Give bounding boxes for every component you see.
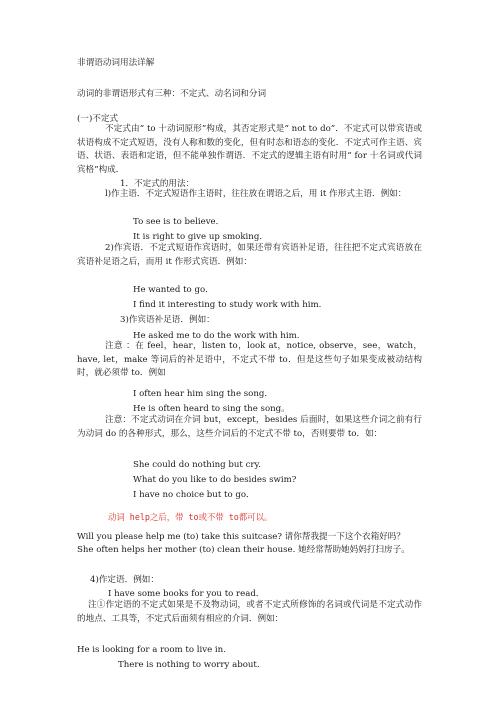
help-example: Will you please help me (to) take this suitcase? 请你帮我提一下这个衣箱好吗？ [77, 532, 405, 542]
attribute-heading: 4)作定语．例如： [90, 575, 159, 585]
section-heading: (一)不定式 [77, 114, 119, 124]
example-line: I often hear him sing the song． [133, 389, 273, 399]
doc-title: 非谓语动词用法详解 [77, 58, 155, 68]
example-line: I find it interesting to study work with him. [133, 300, 322, 310]
example-line: I have no choice but to go． [133, 490, 255, 500]
example-line: I have some books for you to read． [108, 589, 265, 599]
example-line: He wanted to go． [133, 285, 214, 295]
note2-paragraph: 注意：不定式动词在介词 but，except，besides 后面时，如果这些介词之前有行为动词 do 的各种形式，那么，这些介词后的不定式不带 to，否则要带 to．如： [77, 415, 422, 439]
definition-paragraph: 不定式由“ to 十动词原形”构成，其否定形式是“ not to do”．不定式可以带宾语或状语构成不定式短语，没有人称和数的变化，但有时态和语态的变化．不定式可作主语、宾语、状语、表语和定语，但不能单独作谓语．不定式的逻辑主语有时用“ for 十名词或代词宾格”构成． [77, 124, 422, 175]
example-line: She could do nothing but cry. [133, 460, 261, 470]
subject-paragraph: l)作主语．不定式短语作主语时，往往放在谓语之后，用 it 作形式主语．例如： [105, 189, 407, 199]
example-line: It is right to give up smoking． [133, 232, 268, 242]
example-line: He is looking for a room to live in. [77, 645, 226, 655]
example-line: He is often heard to sing the song。 [133, 404, 290, 414]
complement-heading: 3)作宾语补足语．例如： [120, 315, 215, 325]
example-line: There is nothing to worry about. [118, 660, 260, 670]
object-paragraph: 2)作宾语．不定式短语作宾语时，如果还带有宾语补足语，往往把不定式宾语放在宾语补足语之后，而用 it 作形式宾语．例如： [77, 243, 422, 267]
help-note: 动词 help之后，带 to或不带 to都可以。 [108, 512, 273, 522]
intro-line: 动词的非谓语形式有三种：不定式、动名词和分词 [77, 89, 267, 99]
example-line: He asked me to do the work with him. [133, 331, 300, 341]
example-line: To see is to believe． [133, 217, 225, 227]
example-line: What do you like to do besides swim? [133, 475, 297, 485]
note-paragraph: 注意 ：在 feel，hear，listen to，look at，notice, observe，see，watch，have, let，make 等词后的补足语中，不定式不带 to．但是这些句子如果变成被动结构时，就必须带 to．例如 [77, 341, 422, 379]
help-example: She often helps her mother (to) clean their house. 她经常帮助她妈妈打扫房子。 [77, 545, 410, 555]
note3-paragraph: 注①作定语的不定式如果是不及物动词，或者不定式所修饰的名词或代词是不定式动作的地点、工具等，不定式后面须有相应的介词．例如： [77, 600, 422, 624]
usage-heading: 1．不定式的用法： [120, 179, 195, 189]
